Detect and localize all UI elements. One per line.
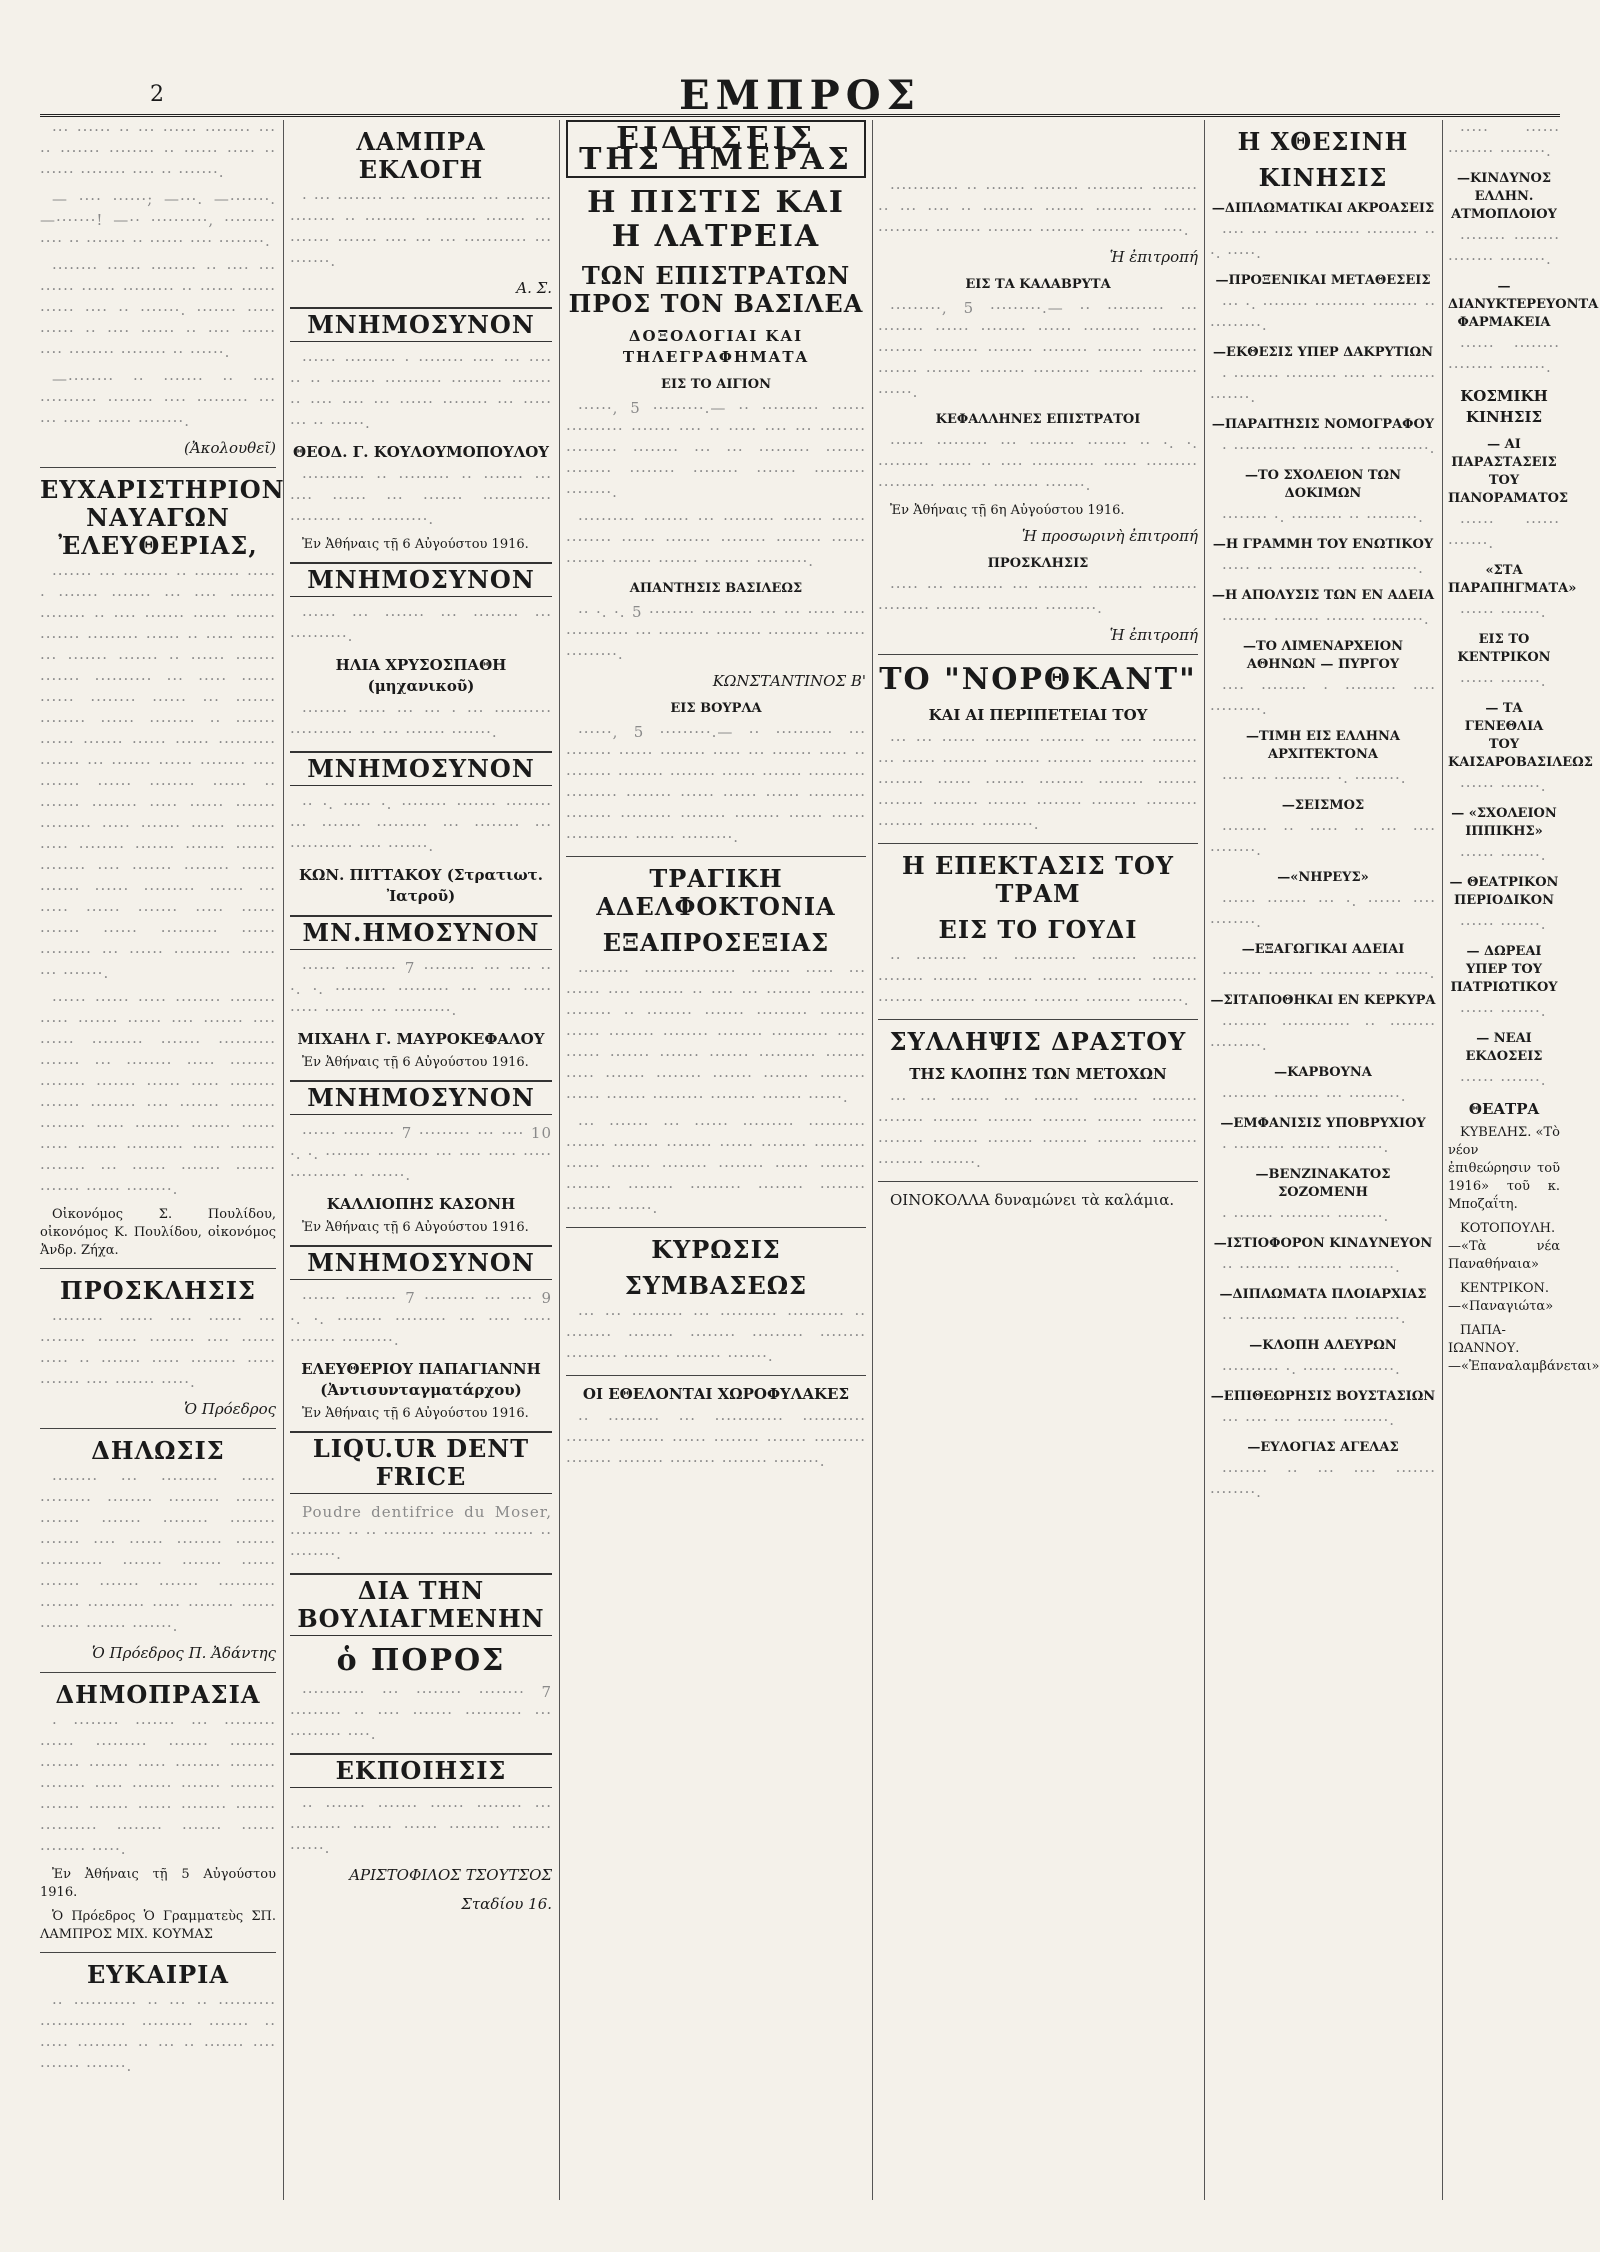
column-rule	[1442, 120, 1443, 2200]
auction-date: Ἐν Ἀθήναις τῇ 5 Αὐγούστου 1916.	[40, 1867, 276, 1900]
movement-item: —ΤΟ ΣΧΟΛΕΙΟΝ ΤΩΝ ΔΟΚΙΜΩΝ	[1244, 468, 1402, 501]
memorial-2-name: ΗΛΙΑ ΧΡΥΣΟΣΠΑΘΗ (μηχανικοῦ)	[335, 656, 507, 695]
movement-item: —ΕΠΙΘΕΩΡΗΣΙΣ ΒΟΥΣΤΑΣΙΩΝ	[1210, 1389, 1436, 1404]
cosmic-item: — ΝΕΑΙ ΕΚΔΟΣΕΙΣ	[1465, 1031, 1543, 1064]
column-rule	[1204, 120, 1205, 2200]
movement-item: —ΚΑΡΒΟΥΝΑ	[1274, 1065, 1372, 1080]
story-1-dateline-vourla: ΕΙΣ ΒΟΥΡΛΑ	[670, 701, 762, 716]
lottery-signature: Α. Σ.	[516, 279, 552, 297]
thanks-heading: ΕΥΧΑΡΙΣΤΗΡΙΟΝ ΝΑΥΑΓΩΝ ἘΛΕΥΘΕΡΙΑΣ,	[40, 475, 285, 560]
divider	[878, 1181, 1198, 1182]
movement-item: —ΔΙΠΛΩΜΑΤΙΚΑΙ ΑΚΡΟΑΣΕΙΣ	[1211, 201, 1435, 216]
story-3-headline: ΚΥΡΩΣΙΣ	[651, 1235, 781, 1264]
story-1-reply-heading: ΑΠΑΝΤΗΣΙΣ ΒΑΣΙΛΕΩΣ	[629, 581, 803, 596]
divider	[40, 1428, 276, 1429]
cosmic-item: — ΑΙ ΠΑΡΑΣΤΑΣΕΙΣ ΤΟΥ ΠΑΝΟΡΑΜΑΤΟΣ	[1448, 437, 1569, 506]
story-1-king: ΚΩΝΣΤΑΝΤΙΝΟΣ Β'	[712, 672, 866, 690]
declaration-signature: Ὁ Πρόεδρος Π. Ἀδάντης	[91, 1644, 276, 1662]
movement-item: —ΒΕΝΖΙΝΑΚΑΤΟΣ ΣΟΖΟΜΕΝΗ	[1255, 1167, 1391, 1200]
story-2-headline: ΤΡΑΓΙΚΗ ΑΔΕΛΦΟΚΤΟΝΙΑ	[596, 864, 836, 921]
column-6-item: —ΚΙΝΔΥΝΟΣ ΕΛΛΗΝ. ΑΤΜΟΠΛΟΙΟΥ	[1451, 171, 1557, 222]
cosmic-heading: ΚΟΣΜΙΚΗ ΚΙΝΗΣΙΣ	[1460, 387, 1548, 426]
memorial-6-name: ΕΛΕΥΘΕΡΙΟΥ ΠΑΠΑΓΙΑΝΝΗ (Ἀντισυνταγματάρχου)	[301, 1360, 541, 1399]
memorial-5-heading: ΜΝΗΜΟΣΥΝΟΝ	[290, 1080, 552, 1115]
auction-signature: Ὁ Πρόεδρος Ὁ Γραμματεὺς ΣΠ. ΛΑΜΠΡΟΣ ΜΙΧ. ΚΟΥΜΑΣ	[40, 1909, 276, 1942]
dentifrice-ad-heading: LIQU.UR DENT FRICE	[290, 1431, 552, 1494]
memorial-3-name: ΚΩΝ. ΠΙΤΤΑΚΟΥ (Στρατιωτ. Ἰατροῦ)	[299, 866, 543, 905]
sale-address: Σταδίου 16.	[461, 1895, 552, 1913]
thanks-signatories: Οἰκονόμος Σ. Πουλίδου, οἰκονόμος Κ. Πουλίδου, οἰκονόμος Ἀνδρ. Ζήχα.	[40, 1207, 276, 1258]
divider	[878, 1019, 1198, 1020]
story-1-headline-2: ΤΩΝ ΕΠΙΣΤΡΑΤΩΝ ΠΡΟΣ ΤΟΝ ΒΑΣΙΛΕΑ	[568, 261, 864, 318]
movement-item: —Η ΓΡΑΜΜΗ ΤΟΥ ΕΝΩΤΙΚΟΥ	[1212, 537, 1434, 552]
story-4-headline: ΣΥΛΛΗΨΙΣ ΔΡΑΣΤΟΥ	[889, 1027, 1187, 1056]
sale-signature: ΑΡΙΣΤΟΦΙΛΟΣ ΤΣΟΥΤΣΟΣ	[349, 1866, 552, 1884]
movement-item: —«ΝΗΡΕΥΣ»	[1277, 870, 1369, 885]
theatre-line: ΚΟΤΟΠΟΥΛΗ.—«Τὰ νέα Παναθήναια»	[1448, 1221, 1560, 1272]
memorial-1-heading: ΜΝΗΜΟΣΥΝΟΝ	[290, 307, 552, 342]
invitation-signature: Ὁ Πρόεδρος	[184, 1400, 276, 1418]
column-6-item: —ΔΙΑΝΥΚΤΕΡΕΥΟΝΤΑ ΦΑΡΜΑΚΕΙΑ	[1448, 279, 1599, 330]
column-5	[1210, 120, 1436, 2200]
story-3-headline: Η ΕΠΕΚΤΑΣΙΣ ΤΟΥ ΤΡΑΜ	[901, 851, 1175, 908]
movement-item: —ΕΚΘΕΣΙΣ ΥΠΕΡ ΔΑΚΡΥΤΙΩΝ	[1213, 345, 1433, 360]
divider	[40, 467, 276, 468]
divider	[40, 1268, 276, 1269]
divider	[566, 856, 866, 857]
movement-item: —ΣΕΙΣΜΟΣ	[1281, 798, 1365, 813]
column-rule	[872, 120, 873, 2200]
page-number: 2	[150, 82, 164, 107]
movement-item: —ΕΞΑΓΩΓΙΚΑΙ ΑΔΕΙΑΙ	[1241, 942, 1405, 957]
movement-item: —ΔΙΠΛΩΜΑΤΑ ΠΛΟΙΑΡΧΙΑΣ	[1219, 1287, 1427, 1302]
memorial-5-date: Ἐν Ἀθήναις τῇ 6 Αὐγούστου 1916.	[302, 1220, 529, 1235]
movement-item: —ΤΟ ΛΙΜΕΝΑΡΧΕΙΟΝ ΑΘΗΝΩΝ — ΠΥΡΓΟΥ	[1242, 639, 1404, 672]
memorial-4-name: ΜΙΧΑΗΛ Γ. ΜΑΥΡΟΚΕΦΑΛΟΥ	[297, 1030, 545, 1048]
memorial-3-heading: ΜΝΗΜΟΣΥΝΟΝ	[290, 751, 552, 786]
divider	[40, 1672, 276, 1673]
story-3-headline-2: ΣΥΜΒΑΣΕΩΣ	[624, 1271, 808, 1300]
vouliagmeni-ad-heading: ΔΙΑ ΤΗΝ ΒΟΥΛΙΑΓΜΕΝΗΝ	[290, 1573, 552, 1636]
column-6: ····· ······ ········ ········. —ΚΙΝΔΥΝΟΣ ΕΛΛΗΝ. ΑΤΜΟΠΛΟΙΟΥ ········ ········ ········ ········. —ΔΙΑΝΥΚΤΕΡΕΥΟΝΤΑ ΦΑΡΜΑΚΕΙΑ ······ ········ ········ ········. ΚΟΣΜΙΚΗ ΚΙΝΗΣΙΣ — ΑΙ ΠΑΡΑΣΤΑΣΕΙΣ ΤΟΥ ΠΑΝΟΡΑΜΑΤΟΣ ······ ······ ·······. «ΣΤΑ ΠΑΡΑΠΗΓΜΑΤΑ» ······ ·······. ΕΙΣ ΤΟ ΚΕΝΤΡΙΚΟΝ ······ ·······. — ΤΑ ΓΕΝΕΘΛΙΑ ΤΟΥ ΚΑΙΣΑΡΟΒΑΣΙΛΕΩΣ ······ ·······. — «ΣΧΟΛΕΙΟΝ ΙΠΠΙΚΗΣ» ······ ·······. — ΘΕΑΤΡΙΚΟΝ ΠΕΡΙΟΔΙΚΟΝ ······ ·······. — ΔΩΡΕΑΙ ΥΠΕΡ ΤΟΥ ΠΑΤΡΙΩΤΙΚΟΥ ······ ·······. — ΝΕΑΙ ΕΚΔΟΣΕΙΣ ······ ·······. ΘΕΑΤΡΑ ΚΥΒΕΛΗΣ. «Τὸ νέον ἐπιθεώρησιν τοῦ 1916» τοῦ κ. Μποζαΐτη. ΚΟΤΟΠΟΥΛΗ.—«Τὰ νέα Παναθήναια» ΚΕΝΤΡΙΚΟΝ.—«Παναγιώτα» ΠΑΠΑ-ΙΩΑΝΝΟΥ.—«Ἐπαναλαμβάνεται»	[1448, 121, 1600, 1374]
movement-item: —ΠΡΟΞΕΝΙΚΑΙ ΜΕΤΑΘΕΣΕΙΣ	[1215, 273, 1431, 288]
cosmic-item: — ΘΕΑΤΡΙΚΟΝ ΠΕΡΙΟΔΙΚΟΝ	[1449, 875, 1559, 908]
masthead	[0, 0, 1600, 119]
story-1-signature-3: Ἡ ἐπιτροπή	[1109, 626, 1198, 644]
column-3: ΕΙΔΗΣΕΙΣ ΤΗΣ ΗΜΕΡΑΣ Η ΠΙΣΤΙΣ ΚΑΙ Η ΛΑΤΡΕΙΑ ΤΩΝ ΕΠΙΣΤΡΑΤΩΝ ΠΡΟΣ ΤΟΝ ΒΑΣΙΛΕΑ ΔΟΞΟΛΟΓΙΑΙ ΚΑΙ ΤΗΛΕΓΡΑΦΗΜΑΤΑ ΕΙΣ ΤΟ ΑΙΓΙΟΝ ······, 5 ·········.— ·· ·········· ······ ·········· ······· ···· ·· ····· ···· ··· ········ ········· ········ ··· ··· ········· ······· ········ ········ ········ ······· ········· ········. ·········· ········ ··· ········· ······· ······ ········ ······ ········ ········ ········ ······ ······· ······· ······· ········ ·········. ΑΠΑΝΤΗΣΙΣ ΒΑΣΙΛΕΩΣ ·· ·. ·. 5 ········ ········· ··· ··· ····· ···· ··········· ··· ········· ········ ········· ······· ·········. ΚΩΝΣΤΑΝΤΙΝΟΣ Β' ΕΙΣ ΒΟΥΡΛΑ ······, 5 ·········.— ·· ·········· ··· ········ ······ ········ ····· ··· ······· ····· ·· ········ ········ ········ ······ ······· ·········· ········· ········ ······ ······ ······ ·········· ········ ········· ········ ········ ······ ······ ··········· ······· ·········. ΤΡΑΓΙΚΗ ΑΔΕΛΦΟΚΤΟΝΙΑ ΕΞΑΠΡΟΣΕΞΙΑΣ ········· ················ ······· ····· ··· ······ ···· ········ ·· ···· ··· ········ ········ ········ ·· ········ ······· ········· ········ ······ ········ ········ ········ ·········· ····· ······ ······· ······· ······· ·········· ······· ····· ······· ········ ······· ········ ········ ······ ······· ········· ········ ······· ······. ··· ······· ··· ······ ········· ·········· ······· ········ ········ ······ ········ ········· ······ ······· ········ ········ ······ ········ ········ ········ ········· ········ ········ ········ ······. ΚΥΡΩΣΙΣ ΣΥΜΒΑΣΕΩΣ ··· ··· ········· ··· ·········· ·········· ·· ········ ········ ········ ········· ········ ········· ········ ········ ·······. ΟΙ ΕΘΕΛΟΝΤΑΙ ΧΩΡΟΦΥΛΑΚΕΣ ·· ········· ··· ············ ··········· ········ ········ ······ ········ ······· ········· ········ ········ ········ ········ ········.	[566, 121, 866, 1470]
memorial-1-date: Ἐν Ἀθήναις τῇ 6 Αὐγούστου 1916.	[302, 537, 529, 552]
column-1: ··· ······ ·· ··· ······ ········ ··· ·· ······· ········ ·· ······ ····· ·· ······ ········ ···· ·· ·······. — ···· ······; —···. —·······. —·······! —·· ··········, ········· ···· ·· ······· ·· ······ ···· ········. ········ ······ ········ ·· ···· ··· ······ ······ ········· ·· ······ ······ ······ ···· ·· ·······. ······· ····· ······ ·· ···· ······ ·· ···· ······ ···· ········ ········ ·· ······. —········ ·· ······· ·· ···· ·········· ········ ···· ········· ··· ··· ····· ······ ········. (Ἀκολουθεῖ) ΕΥΧΑΡΙΣΤΗΡΙΟΝ ΝΑΥΑΓΩΝ ἘΛΕΥΘΕΡΙΑΣ, ······· ··· ········ ·· ········ ····· · ······· ······· ··· ···· ········ ········ ·· ···· ······· ······ ······· ······· ········· ······ ·· ····· ······ ··· ······· ······· ·· ······ ······· ······· ·········· ··· ····· ······ ······ ········ ······ ··· ······· ········ ······ ········ ·· ······· ······ ······· ······ ······ ·········· ······· ··· ······· ······ ········ ···· ······· ······ ········ ······ ·· ······· ········ ····· ······ ······· ········· ····· ······· ······ ······· ····· ········ ······· ······· ······· ········ ···· ······· ········ ······ ······· ······ ········· ······ ··· ····· ······ ······· ····· ······ ······· ······ ·········· ······ ········· ··· ······ ·········· ······ ··· ·······. ······ ······ ····· ········ ········ ····· ······· ······ ···· ······· ···· ······ ········· ······· ·········· ······· ··· ········ ····· ········ ········ ······· ······ ····· ········ ······· ········ ···· ······· ········ ········ ····· ········ ······· ······ ····· ······· ·········· ····· ········ ········ ··· ······ ······· ······· ······· ······ ········. Οἰκονόμος Σ. Πουλίδου, οἰκονόμος Κ. Πουλίδου, οἰκονόμος Ἀνδρ. Ζήχα. ΠΡΟΣΚΛΗΣΙΣ ········· ······ ···· ······ ··· ········ ······· ········ ···· ······ ····· ·· ······· ····· ········ ····· ······· ···· ······· ·····. Ὁ Πρόεδρος ΔΗΛΩΣΙΣ ········ ··· ·········· ······ ········· ········ ········· ······· ······· ······· ········ ········ ······· ···· ······ ········ ······· ··········· ······· ······· ······ ······· ······· ······· ·········· ······· ·········· ····· ········ ······ ······· ······· ·······. Ὁ Πρόεδρος Π. Ἀδάντης ΔΗΜΟΠΡΑΣΙΑ · ········ ······· ··· ········· ······ ········· ······· ········ ······· ······· ····· ········ ········ ········ ····· ······· ······· ········ ······· ······· ······ ········ ······· ·········· ········ ······· ······ ········ ·····. Ἐν Ἀθήναις τῇ 5 Αὐγούστου 1916. Ὁ Πρόεδρος Ὁ Γραμματεὺς ΣΠ. ΛΑΜΠΡΟΣ ΜΙΧ. ΚΟΥΜΑΣ ΕΥΚΑΙΡΙΑ ·· ··········· ·· ··· ·· ·········· ··············· ········· ······· ·· ····· ········· ·· ··· ·· ······· ···· ······· ·······.	[40, 121, 285, 2075]
memorial-2-heading: ΜΝΗΜΟΣΥΝΟΝ	[290, 562, 552, 597]
movement-item: —ΕΥΛΟΓΙΑΣ ΑΓΕΛΑΣ	[1247, 1440, 1399, 1455]
story-4-subhead: ΤΗΣ ΚΛΟΠΗΣ ΤΩΝ ΜΕΤΟΧΩΝ	[909, 1065, 1167, 1083]
divider	[40, 1952, 276, 1953]
cosmic-item: ΕΙΣ ΤΟ ΚΕΝΤΡΙΚΟΝ	[1457, 632, 1551, 665]
column-2: ΛΑΜΠΡΑ ΕΚΛΟΓΗ · ··· ········ ··· ··········· ··· ········ ········ ·· ········· ········· ······· ··· ······· ······· ···· ··· ··· ··········· ··· ·······. Α. Σ. ΜΝΗΜΟΣΥΝΟΝ ······ ········· · ········ ···· ··· ···· ·· ·· ········ ·········· ········· ······· ·· ···· ···· ··· ······ ········ ··· ····· ··· ·· ······. ΘΕΟΔ. Γ. ΚΟΥΛΟΥΜΟΠΟΥΛΟΥ ··········· ·· ········· ·· ······· ··· ···· ······ ··· ······· ············ ········· ··· ··········. Ἐν Ἀθήναις τῇ 6 Αὐγούστου 1916. ΜΝΗΜΟΣΥΝΟΝ ······ ··· ······· ··· ········ ··· ··········. ΗΛΙΑ ΧΡΥΣΟΣΠΑΘΗ (μηχανικοῦ) ········ ····· ··· ··· · ··· ·········· ··········· ··· ··· ······· ·······. ΜΝΗΜΟΣΥΝΟΝ ·· ·. ····· ·. ········ ······· ········ ··· ······· ········· ··· ········ ··· ··········· ···· ·······. ΚΩΝ. ΠΙΤΤΑΚΟΥ (Στρατιωτ. Ἰατροῦ) ΜΝ.ΗΜΟΣΥΝΟΝ ······ ········· 7 ········· ··· ···· ·· ·. ·. ········· ········· ··· ···· ····· ····· ······· ··· ··········. ΜΙΧΑΗΛ Γ. ΜΑΥΡΟΚΕΦΑΛΟΥ Ἐν Ἀθήναις τῇ 6 Αὐγούστου 1916. ΜΝΗΜΟΣΥΝΟΝ ······ ········· 7 ········· ··· ···· 10 ·. ·. ········ ········· ··· ···· ····· ····· ·········· ·· ······. ΚΑΛΛΙΟΠΗΣ ΚΑΣΟΝΗ Ἐν Ἀθήναις τῇ 6 Αὐγούστου 1916. ΜΝΗΜΟΣΥΝΟΝ ······ ········· 7 ········· ··· ···· 9 ·. ·. ········ ········· ··· ···· ····· ········ ·········. ΕΛΕΥΘΕΡΙΟΥ ΠΑΠΑΓΙΑΝΝΗ (Ἀντισυνταγματάρχου) Ἐν Ἀθήναις τῇ 6 Αὐγούστου 1916. LIQU.UR DENT FRICE Poudre dentifrice du Moser, ········· ·· ·· ········· ········ ······· ·· ········. ΔΙΑ ΤΗΝ ΒΟΥΛΙΑΓΜΕΝΗΝ ὁ ΠΟΡΟΣ ··········· ··· ········ ········ 7 ········· ·· ···· ······· ·········· ··· ········· ····. ΕΚΠΟΙΗΣΙΣ ·· ······· ······· ······ ········ ··· ········· ······· ······ ········· ······· ······. ΑΡΙΣΤΟΦΙΛΟΣ ΤΣΟΥΤΣΟΣ Σταδίου 16.	[290, 127, 552, 1913]
movement-item: —ΠΑΡΑΙΤΗΣΙΣ ΝΟΜΟΓΡΑΦΟΥ	[1211, 417, 1435, 432]
story-1-invitation: ΠΡΟΣΚΛΗΣΙΣ	[987, 556, 1089, 571]
movement-item: —ΕΜΦΑΝΙΣΙΣ ΥΠΟΒΡΥΧΙΟΥ	[1220, 1116, 1426, 1131]
invitation-heading: ΠΡΟΣΚΛΗΣΙΣ	[60, 1276, 256, 1305]
sale-heading: ΕΚΠΟΙΗΣΙΣ	[290, 1753, 552, 1788]
theatre-line: ΠΑΠΑ-ΙΩΑΝΝΟΥ.—«Ἐπαναλαμβάνεται»	[1448, 1323, 1600, 1374]
news-banner: ΕΙΔΗΣΕΙΣ ΤΗΣ ΗΜΕΡΑΣ	[566, 120, 866, 178]
movement-item: —ΣΙΤΑΠΟΘΗΚΑΙ ΕΝ ΚΕΡΚΥΡΑ	[1210, 993, 1436, 1008]
movement-items: —ΔΙΠΛΩΜΑΤΙΚΑΙ ΑΚΡΟΑΣΕΙΣ ···· ··· ······ ········ ········· ·· ·. ·····. —ΠΡΟΞΕΝΙΚΑΙ ΜΕΤΑΘΕΣΕΙΣ ··· ·. ········ ········· ········ ·· ·········. —ΕΚΘΕΣΙΣ ΥΠΕΡ ΔΑΚΡΥΤΙΩΝ · ········ ········· ···· ·· ········ ·······. —ΠΑΡΑΙΤΗΣΙΣ ΝΟΜΟΓΡΑΦΟΥ · ··········· ········· ·· ·········. —ΤΟ ΣΧΟΛΕΙΟΝ ΤΩΝ ΔΟΚΙΜΩΝ ········ ·. ········· ·· ·········. —Η ΓΡΑΜΜΗ ΤΟΥ ΕΝΩΤΙΚΟΥ ····· ··· ········· ····· ········. —Η ΑΠΟΛΥΣΙΣ ΤΩΝ ΕΝ ΑΔΕΙΑ ········ ········ ······· ·········. —ΤΟ ΛΙΜΕΝΑΡΧΕΙΟΝ ΑΘΗΝΩΝ — ΠΥΡΓΟΥ ···· ········ · ········· ···· ·········. —ΤΙΜΗ ΕΙΣ ΕΛΛΗΝΑ ΑΡΧΙΤΕΚΤΟΝΑ ···· ··· ·········· ·. ········. —ΣΕΙΣΜΟΣ ········ ·· ····· ·· ··· ···· ········. —«ΝΗΡΕΥΣ» ······ ······· ··· ·. ······ ···· ········. —ΕΞΑΓΩΓΙΚΑΙ ΑΔΕΙΑΙ ······· ········ ········· ·· ······. —ΣΙΤΑΠΟΘΗΚΑΙ ΕΝ ΚΕΡΚΥΡΑ ········ ············ ·· ········ ·········. —ΚΑΡΒΟΥΝΑ ········ ········ ··· ·········. —ΕΜΦΑΝΙΣΙΣ ΥΠΟΒΡΥΧΙΟΥ · ········· ······· ········. —ΒΕΝΖΙΝΑΚΑΤΟΣ ΣΟΖΟΜΕΝΗ · ······· ········· ········. —ΙΣΤΙΟΦΟΡΟΝ ΚΙΝΔΥΝΕΥΟΝ ·· ········· ········ ········. —ΔΙΠΛΩΜΑΤΑ ΠΛΟΙΑΡΧΙΑΣ ·· ·········· ········ ········. —ΚΛΟΠΗ ΑΛΕΥΡΩΝ ·········· ·. ······ ·········. —ΕΠΙΘΕΩΡΗΣΙΣ ΒΟΥΣΤΑΣΙΩΝ ··· ···· ··· ······· ········. —ΕΥΛΟΓΙΑΣ ΑΓΕΛΑΣ ········ ·· ··· ···· ······· ········.	[1210, 201, 1436, 1501]
column-rule	[283, 120, 284, 2200]
cosmic-item: «ΣΤΑ ΠΑΡΑΠΗΓΜΑΤΑ»	[1448, 563, 1577, 596]
story-1-subhead: ΔΟΞΟΛΟΓΙΑΙ ΚΑΙ ΤΗΛΕΓΡΑΦΗΜΑΤΑ	[622, 327, 810, 366]
column-4: ············ ·· ······· ········ ·········· ········ ·· ··· ···· ·· ········· ······· ·········· ······ ········· ········ ········ ········ ······· ········. Ἡ ἐπιτροπή ΕΙΣ ΤΑ ΚΑΛΑΒΡΥΤΑ ·········, 5 ·········.— ·· ·········· ··· ········ ······ ········ ······ ·········· ········ ········ ········ ········ ········ ········ ········ ······· ········ ········ ·········· ········ ········ ······. ΚΕΦΑΛΛΗΝΕΣ ΕΠΙΣΤΡΑΤΟΙ ······ ········· ··· ········ ······· ·· ·. ·. ········· ······ ·· ···· ··········· ······ ········· ·········· ········ ········ ·······. Ἐν Ἀθήναις τῇ 6η Αὐγούστου 1916. Ἡ προσωρινὴ ἐπιτροπή ΠΡΟΣΚΛΗΣΙΣ ····· ··· ········· ··· ········· ········ ········ ········· ········ ········· ·········. Ἡ ἐπιτροπή ΤΟ "ΝΟΡΘΚΑΝΤ" ΚΑΙ ΑΙ ΠΕΡΙΠΕΤΕΙΑΙ ΤΟΥ ··· ··· ······ ········ ········ ··· ···· ········ ··· ······ ········ ········ ········ ········ ········ ········ ······ ······· ········ ········ ······· ········ ········ ······· ········ ········ ········· ········ ········ ·········. Η ΕΠΕΚΤΑΣΙΣ ΤΟΥ ΤΡΑΜ ΕΙΣ ΤΟ ΓΟΥΔΙ ·· ········· ··· ··········· ········ ········ ········ ········ ········ ········ ········ ········ ········ ········ ········ ········ ········ ········. ΣΥΛΛΗΨΙΣ ΔΡΑΣΤΟΥ ΤΗΣ ΚΛΟΠΗΣ ΤΩΝ ΜΕΤΟΧΩΝ ··· ··· ······· ··· ········ ········ ········ ········ ········ ········ ········ ········ ········ ········ ········ ········ ········ ········ ········ ········ ········. ΟΙΝΟΚΟΛΛΑ δυναμώνει τὰ καλάμια.	[878, 179, 1198, 1209]
masthead-rule	[40, 114, 1560, 117]
story-1-kefallines: ΚΕΦΑΛΛΗΝΕΣ ΕΠΙΣΤΡΑΤΟΙ	[935, 412, 1141, 427]
story-1-date: Ἐν Ἀθήναις τῇ 6η Αὐγούστου 1916.	[890, 503, 1125, 518]
movement-item: —ΙΣΤΙΟΦΟΡΟΝ ΚΙΝΔΥΝΕΥΟΝ	[1213, 1236, 1433, 1251]
divider	[566, 1227, 866, 1228]
movement-item: —ΚΛΟΠΗ ΑΛΕΥΡΩΝ	[1249, 1338, 1397, 1353]
opportunity-ad-heading: ΕΥΚΑΙΡΙΑ	[86, 1960, 230, 1989]
cosmic-item: — «ΣΧΟΛΕΙΟΝ ΙΠΠΙΚΗΣ»	[1451, 806, 1557, 839]
column-rule	[559, 120, 560, 2200]
story-3-subhead: ΕΙΣ ΤΟ ΓΟΥΔΙ	[938, 915, 1138, 944]
theatre-heading: ΘΕΑΤΡΑ	[1468, 1100, 1540, 1118]
movement-item: —Η ΑΠΟΛΥΣΙΣ ΤΩΝ ΕΝ ΑΔΕΙΑ	[1211, 588, 1435, 603]
story-2-headline-2: ΕΞΑΠΡΟΣΕΞΙΑΣ	[602, 928, 830, 957]
memorial-4-heading: ΜΝ.ΗΜΟΣΥΝΟΝ	[290, 915, 552, 950]
serial-continued: (Ἀκολουθεῖ)	[183, 439, 276, 457]
cosmic-item: — ΤΑ ΓΕΝΕΘΛΙΑ ΤΟΥ ΚΑΙΣΑΡΟΒΑΣΙΛΕΩΣ	[1448, 701, 1593, 770]
divider	[878, 843, 1198, 844]
memorial-4-date: Ἐν Ἀθήναις τῇ 6 Αὐγούστου 1916.	[302, 1055, 529, 1070]
memorial-6-date: Ἐν Ἀθήναις τῇ 6 Αὐγούστου 1916.	[302, 1406, 529, 1421]
cosmic-item: — ΔΩΡΕΑΙ ΥΠΕΡ ΤΟΥ ΠΑΤΡΙΩΤΙΚΟΥ	[1450, 944, 1558, 995]
memorial-1-name: ΘΕΟΔ. Γ. ΚΟΥΛΟΥΜΟΠΟΥΛΟΥ	[293, 443, 549, 461]
story-2-headline: ΤΟ "ΝΟΡΘΚΑΝΤ"	[879, 662, 1197, 697]
yesterday-heading: Η ΧΘΕΣΙΝΗ	[1237, 127, 1409, 156]
story-4-headline: ΟΙ ΕΘΕΛΟΝΤΑΙ ΧΩΡΟΦΥΛΑΚΕΣ	[582, 1385, 850, 1403]
auction-heading: ΔΗΜΟΠΡΑΣΙΑ	[55, 1680, 261, 1709]
memorial-6-heading: ΜΝΗΜΟΣΥΝΟΝ	[290, 1245, 552, 1280]
memorial-5-name: ΚΑΛΛΙΟΠΗΣ ΚΑΣΟΝΗ	[326, 1195, 516, 1213]
declaration-heading: ΔΗΛΩΣΙΣ	[91, 1436, 225, 1465]
glue-ad: ΟΙΝΟΚΟΛΛΑ δυναμώνει τὰ καλάμια.	[890, 1191, 1175, 1209]
story-1-dateline-kalavryta: ΕΙΣ ΤΑ ΚΑΛΑΒΡΥΤΑ	[965, 277, 1111, 292]
movement-heading: ΚΙΝΗΣΙΣ	[1258, 163, 1388, 192]
story-1-dateline-aigion: ΕΙΣ ΤΟ ΑΙΓΙΟΝ	[661, 377, 771, 392]
lottery-heading: ΛΑΜΠΡΑ ΕΚΛΟΓΗ	[356, 127, 486, 184]
story-1-signature-2: Ἡ προσωρινὴ ἐπιτροπή	[1021, 527, 1198, 545]
story-2-subhead: ΚΑΙ ΑΙ ΠΕΡΙΠΕΤΕΙΑΙ ΤΟΥ	[928, 706, 1148, 724]
divider	[878, 654, 1198, 655]
story-1-headline: Η ΠΙΣΤΙΣ ΚΑΙ Η ΛΑΤΡΕΙΑ	[587, 185, 845, 254]
vouliagmeni-ad-ship: ὁ ΠΟΡΟΣ	[336, 1643, 506, 1678]
movement-item: —ΤΙΜΗ ΕΙΣ ΕΛΛΗΝΑ ΑΡΧΙΤΕΚΤΟΝΑ	[1246, 729, 1400, 762]
theatre-line: ΚΕΝΤΡΙΚΟΝ.—«Παναγιώτα»	[1448, 1281, 1554, 1314]
newspaper-title: ΕΜΠΡΟΣ	[679, 72, 921, 119]
story-1-end-signature: Ἡ ἐπιτροπή	[1109, 248, 1198, 266]
theatre-line: ΚΥΒΕΛΗΣ. «Τὸ νέον ἐπιθεώρησιν τοῦ 1916» τοῦ κ. Μποζαΐτη.	[1448, 1125, 1560, 1212]
divider	[566, 1375, 866, 1376]
